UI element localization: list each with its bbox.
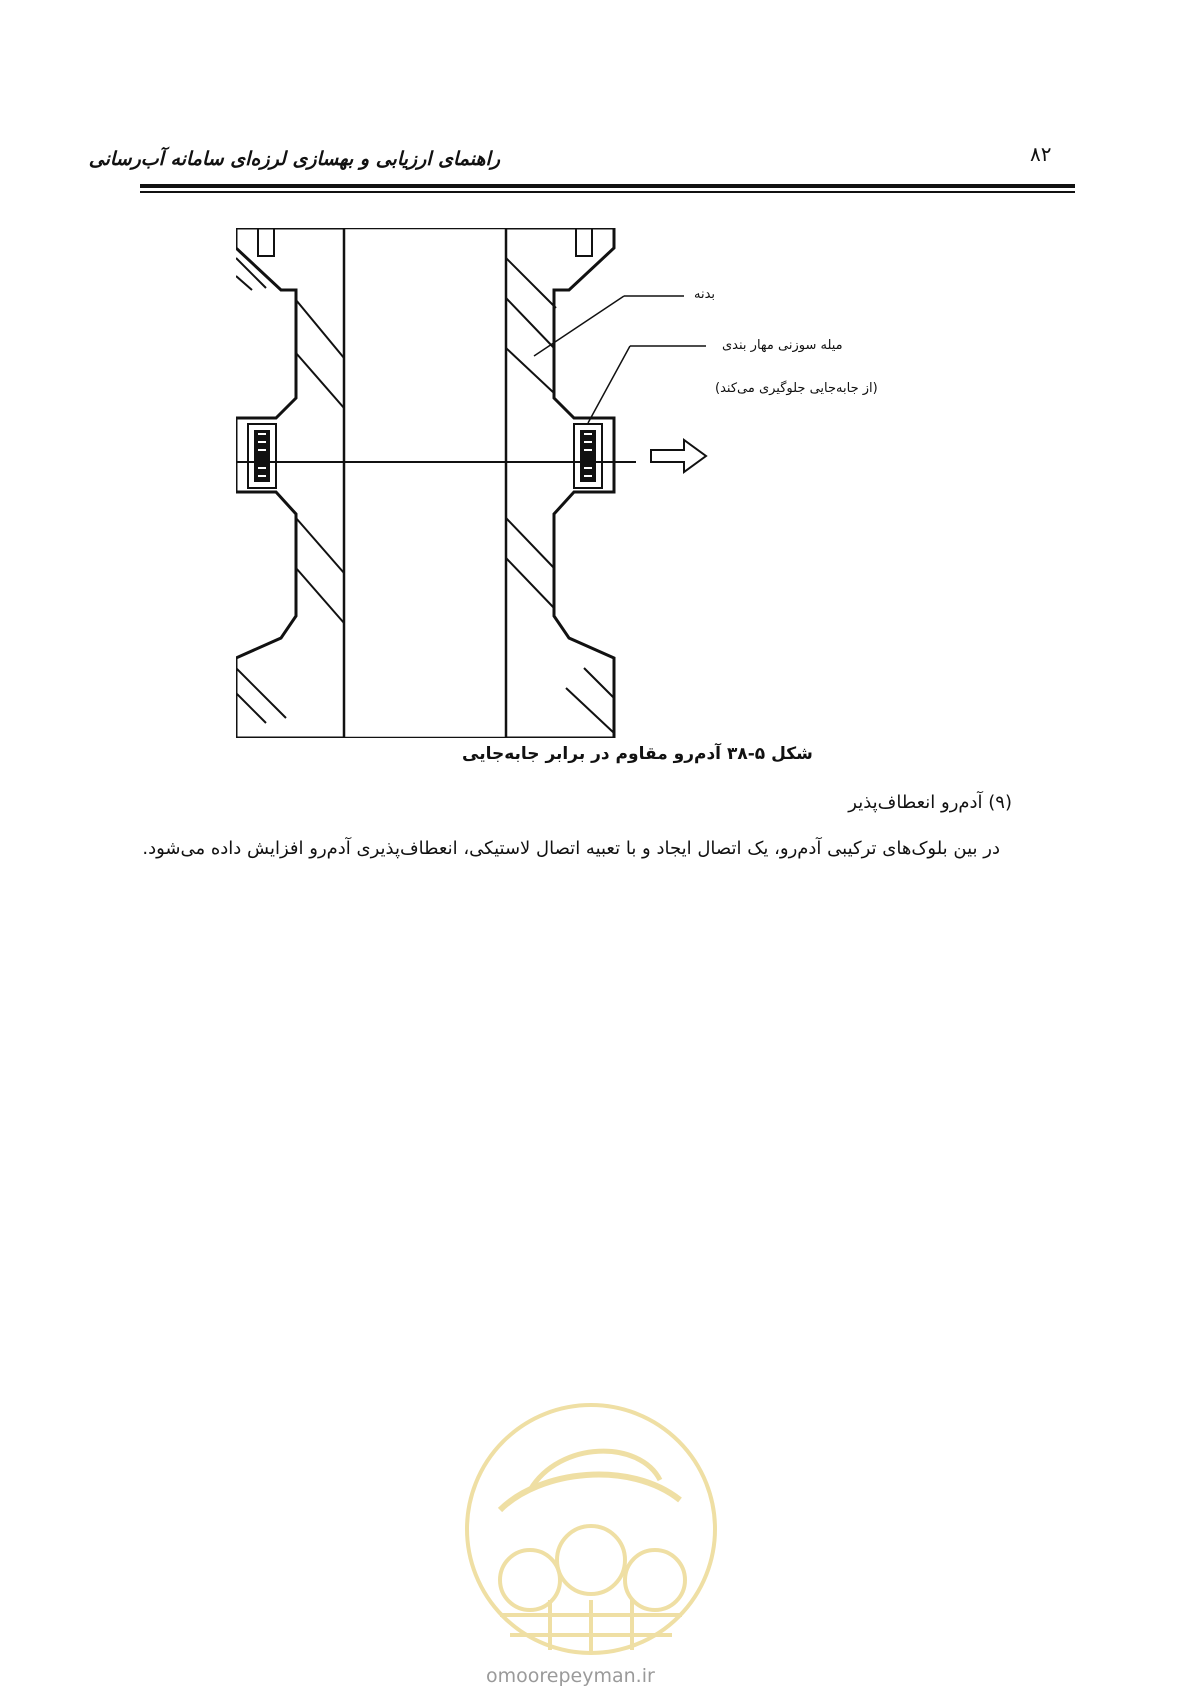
section-heading: (۹) آدم‌رو انعطاف‌پذیر	[848, 792, 1012, 813]
label-anchor-pin-note: (از جابه‌جایی جلوگیری می‌کند)	[715, 381, 878, 396]
manhole-figure	[236, 228, 756, 738]
header-rule-thick	[140, 184, 1075, 188]
label-anchor-pin: میله سوزنی مهار بندی	[722, 338, 843, 353]
watermark-seal	[460, 1400, 722, 1658]
body-paragraph: در بین بلوک‌های ترکیبی آدم‌رو، یک اتصال ایجاد و با تعبیه اتصال لاستیکی، انعطاف‌پذیری آدم‌رو افزایش داده می‌شود.	[142, 838, 1000, 859]
header-rule-thin	[140, 191, 1075, 193]
watermark-url: omoorepeyman.ir	[486, 1665, 655, 1687]
page-number: ۸۲	[1030, 142, 1052, 166]
label-body: بدنه	[694, 287, 716, 302]
figure-caption: شکل ۵-۳۸ آدم‌رو مقاوم در برابر جابه‌جایی	[462, 744, 813, 764]
header-title: راهنمای ارزیابی و بهسازی لرزه‌ای سامانه آب‌رسانی	[88, 148, 500, 170]
